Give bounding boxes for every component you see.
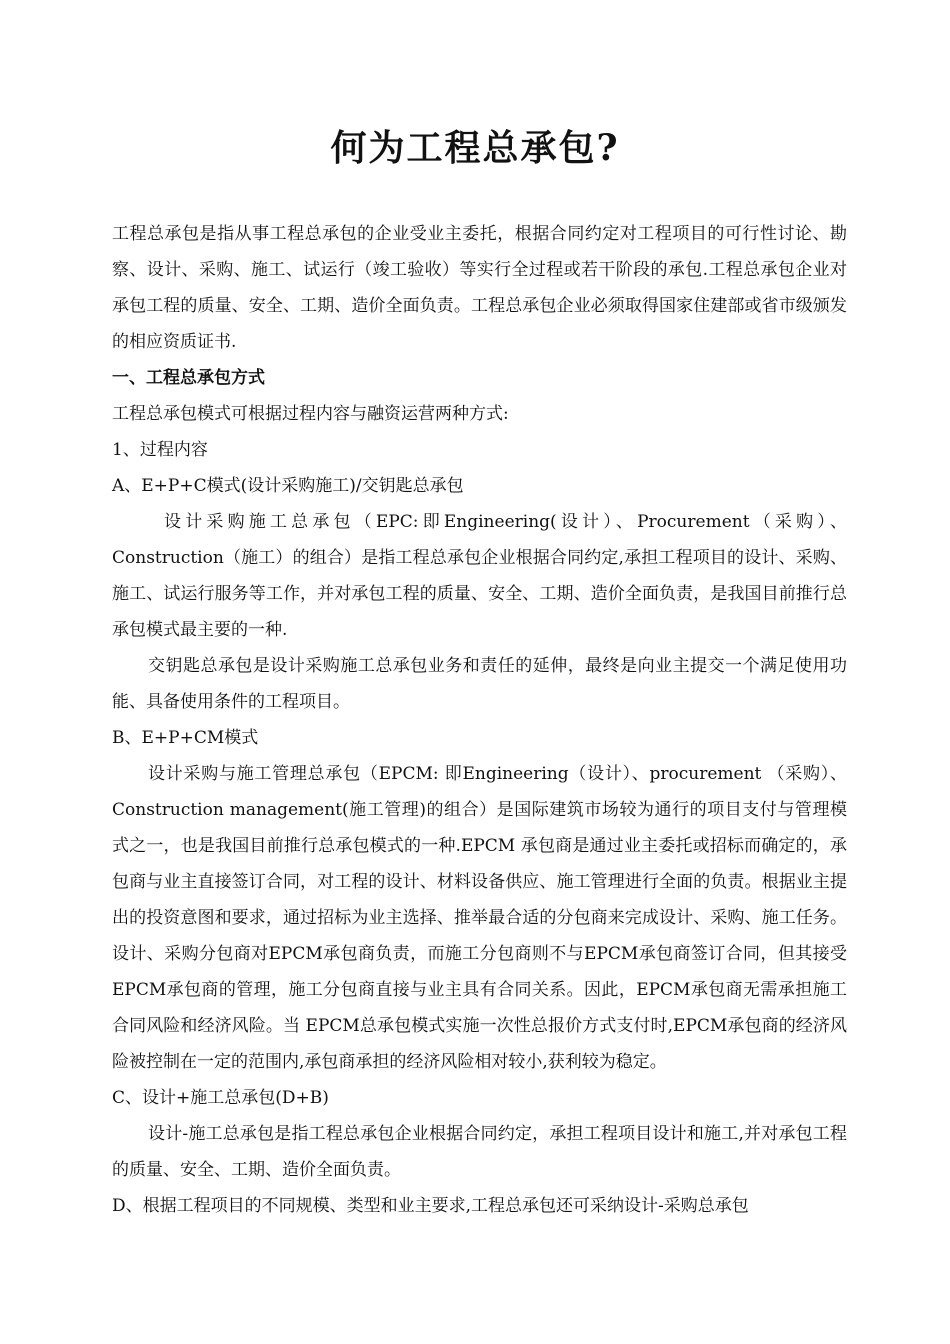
itemC-paragraph-1: 设计-施工总承包是指工程总承包企业根据合同约定，承担工程项目设计和施工,并对承包工程的质量、安全、工期、造价全面负责。 (112, 1124, 847, 1180)
item1-heading: 1、过程内容 (112, 440, 208, 460)
itemC-heading: C、设计+施工总承包(D+B) (112, 1088, 329, 1108)
itemD-heading: D、根据工程项目的不同规模、类型和业主要求,工程总承包还可采纳设计-采购总承包 (112, 1196, 749, 1216)
itemB-paragraph-1: 设计采购与施工管理总承包（EPCM: 即Engineering（设计）、procurement （采购）、Construction management(施工管理)的组合）是国际建筑市场较为通行的项目支付与管理模式之一，也是我国目前推行总承包模式的一种.EPCM 承包商是通过业主委托或招标而确定的，承包商与业主直接签订合同，对工程的设计、材料设备供应、施工管理进行全面的负责。根据业主提出的投资意图和要求，通过招标为业主选择、推举最合适的分包商来完成设计、采购、施工任务。设计、采购分包商对EPCM承包商负责，而施工分包商则不与EPCM承包商签订合同，但其接受EPCM承包商的管理，施工分包商直接与业主具有合同关系。因此，EPCM承包商无需承担施工合同风险和经济风险。当 EPCM总承包模式实施一次性总报价方式支付时,EPCM承包商的经济风险被控制在一定的范围内,承包商承担的经济风险相对较小,获利较为稳定。 (112, 764, 847, 1072)
itemA-heading: A、E+P+C模式(设计采购施工)/交钥匙总承包 (112, 476, 464, 496)
page-title: 何为工程总承包? (330, 127, 620, 169)
itemA-paragraph-1: 设计采购施工总承包（EPC:即Engineering(设计）、Procurement（采购）、Construction（施工）的组合）是指工程总承包企业根据合同约定,承担工程项目的设计、采购、施工、试运行服务等工作，并对承包工程的质量、安全、工期、造价全面负责，是我国目前推行总承包模式最主要的一种. (112, 512, 847, 640)
section1-lead: 工程总承包模式可根据过程内容与融资运营两种方式: (112, 404, 509, 424)
itemB-heading: B、E+P+CM模式 (112, 728, 259, 748)
intro-paragraph: 工程总承包是指从事工程总承包的企业受业主委托，根据合同约定对工程项目的可行性讨论、勘察、设计、采购、施工、试运行（竣工验收）等实行全过程或若干阶段的承包.工程总承包企业对承包工程的质量、安全、工期、造价全面负责。工程总承包企业必须取得国家住建部或省市级颁发的相应资质证书. (112, 224, 847, 352)
document-body (112, 216, 847, 1224)
itemA-paragraph-2: 交钥匙总承包是设计采购施工总承包业务和责任的延伸，最终是向业主提交一个满足使用功能、具备使用条件的工程项目。 (112, 656, 847, 712)
section1-heading: 一、工程总承包方式 (112, 368, 265, 388)
